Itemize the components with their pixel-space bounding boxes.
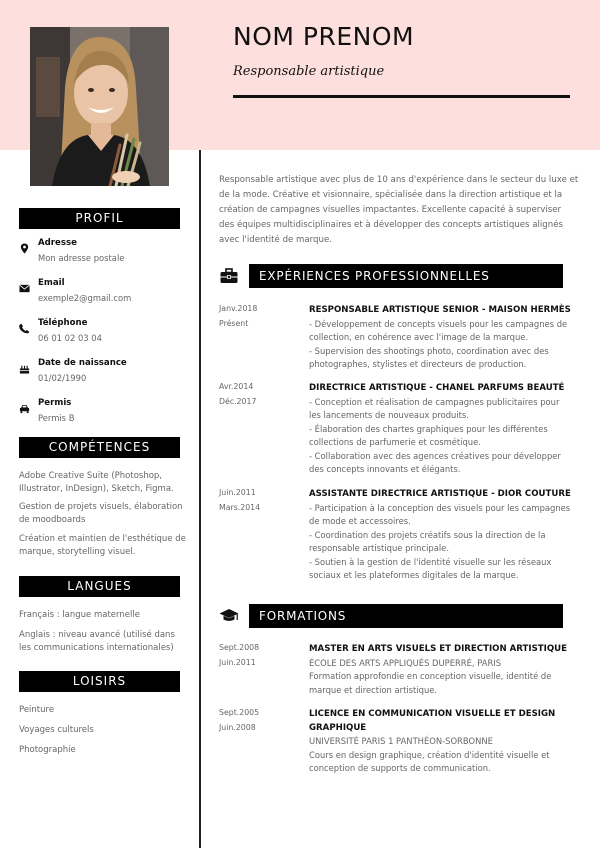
- section-title-profil: PROFIL: [19, 208, 180, 229]
- hobby-item: Voyages culturels: [19, 725, 94, 735]
- contact-value: 01/02/1990: [38, 373, 87, 383]
- hobby-item: Peinture: [19, 705, 55, 715]
- section-header-experience: [219, 264, 563, 288]
- language-item: Français : langue maternelle: [19, 610, 140, 620]
- section-title-experience: EXPÉRIENCES PROFESSIONNELLES: [249, 264, 563, 288]
- section-title-education: FORMATIONS: [249, 604, 563, 628]
- briefcase-icon: [219, 266, 239, 286]
- entry-start-date: Sept.2005: [219, 708, 260, 717]
- entry-description: Cours en design graphique, création d'identité visuelle et conception de supports de communication.: [309, 749, 550, 773]
- section-title-competences: COMPÉTENCES: [19, 437, 180, 458]
- entry-title: LICENCE EN COMMUNICATION VISUELLE ET DESIGN GRAPHIQUE: [309, 709, 556, 733]
- entry-end-date: Mars.2014: [219, 503, 261, 512]
- contact-value: Permis B: [38, 413, 75, 423]
- entry-end-date: Juin.2011: [219, 658, 256, 667]
- entry-end-date: Juin.2008: [219, 723, 256, 732]
- entry-start-date: Sept.2008: [219, 643, 260, 652]
- graduation-cap-icon: [219, 606, 239, 626]
- entry-start-date: Juin.2011: [219, 488, 256, 497]
- hobby-item: Photographie: [19, 745, 76, 755]
- job-title: Responsable artistique: [233, 64, 385, 79]
- envelope-icon: [19, 283, 30, 294]
- section-header-education: [219, 604, 563, 628]
- entry-start-date: Avr.2014: [219, 382, 254, 391]
- entry-description: Formation approfondie en conception visuelle, identité de marque et direction artistique.: [309, 671, 552, 695]
- contact-label: Email: [38, 278, 65, 288]
- entry-line: - Coordination des projets créatifs sous la direction de la responsable artistique principale.: [309, 529, 546, 553]
- skill-item: Adobe Creative Suite (Photoshop, Illustrator, InDesign), Sketch, Figma.: [19, 471, 174, 494]
- entry-line: - Participation à la conception des visuels pour les campagnes de mode et accessoires.: [309, 502, 571, 526]
- contact-label: Adresse: [38, 238, 77, 248]
- column-divider: [199, 150, 201, 848]
- entry-title: MASTER EN ARTS VISUELS ET DIRECTION ARTISTIQUE: [309, 644, 568, 654]
- profile-summary: Responsable artistique avec plus de 10 ans d'expérience dans le secteur du luxe et de la mode. Créative et visionnaire, spécialisée dans la direction artistique et la création de campagnes visuelles impactantes. Excellente capacité à superviser des équipes multidisciplinaires et à développer des concepts artistiques alignés avec l'identité de marque.: [219, 175, 579, 245]
- entry-title: RESPONSABLE ARTISTIQUE SENIOR - MAISON HERMÈS: [309, 305, 571, 315]
- entry-line: - Élaboration des chartes graphiques pour les différentes collections de parfumerie et cosmétique.: [309, 423, 548, 447]
- entry-start-date: Janv.2018: [219, 304, 258, 313]
- header-divider: [233, 95, 570, 98]
- entry-line: - Collaboration avec des agences créatives pour développer des concepts innovants et élégants.: [309, 450, 561, 474]
- section-title-loisirs: LOISIRS: [19, 671, 180, 692]
- entry-line: - Développement de concepts visuels pour les campagnes de collection, en cohérence avec l'image de la marque.: [309, 318, 568, 342]
- contact-label: Permis: [38, 398, 72, 408]
- portrait-illustration: [30, 27, 169, 186]
- entry-line: - Conception et réalisation de campagnes publicitaires pour les lancements de nouveaux produits.: [309, 396, 560, 420]
- contact-value: Mon adresse postale: [38, 253, 125, 263]
- section-title-langues: LANGUES: [19, 576, 180, 597]
- contact-value: 06 01 02 03 04: [38, 333, 102, 343]
- car-icon: [19, 403, 30, 414]
- entry-end-date: Déc.2017: [219, 397, 257, 406]
- birthday-cake-icon: [19, 363, 30, 374]
- contact-label: Téléphone: [38, 318, 88, 328]
- entry-school: ÉCOLE DES ARTS APPLIQUÉS DUPERRÉ, PARIS: [309, 657, 502, 668]
- entry-school: UNIVERSITÉ PARIS 1 PANTHÉON-SORBONNE: [309, 736, 493, 746]
- entry-line: - Supervision des shootings photo, coordination avec des photographes, stylistes et directeurs de production.: [309, 345, 549, 369]
- language-item: Anglais : niveau avancé (utilisé dans les communications internationales): [19, 630, 175, 653]
- profile-photo: [30, 27, 169, 186]
- location-pin-icon: [19, 243, 30, 254]
- entry-line: - Soutien à la gestion de l'identité visuelle sur les réseaux sociaux et les plateformes digitales de la marque.: [309, 556, 552, 580]
- skill-item: Création et maintien de l'esthétique de marque, storytelling visuel.: [19, 534, 186, 557]
- entry-title: DIRECTRICE ARTISTIQUE - CHANEL PARFUMS BEAUTÉ: [309, 383, 565, 393]
- contact-value[interactable]: exemple2@gmail.com: [38, 293, 132, 303]
- candidate-name: NOM PRENOM: [233, 22, 415, 51]
- phone-icon: [19, 323, 30, 334]
- entry-title: ASSISTANTE DIRECTRICE ARTISTIQUE - DIOR COUTURE: [309, 489, 571, 499]
- entry-end-date: Présent: [219, 319, 249, 328]
- contact-label: Date de naissance: [38, 358, 127, 368]
- skill-item: Gestion de projets visuels, élaboration de moodboards: [19, 502, 183, 525]
